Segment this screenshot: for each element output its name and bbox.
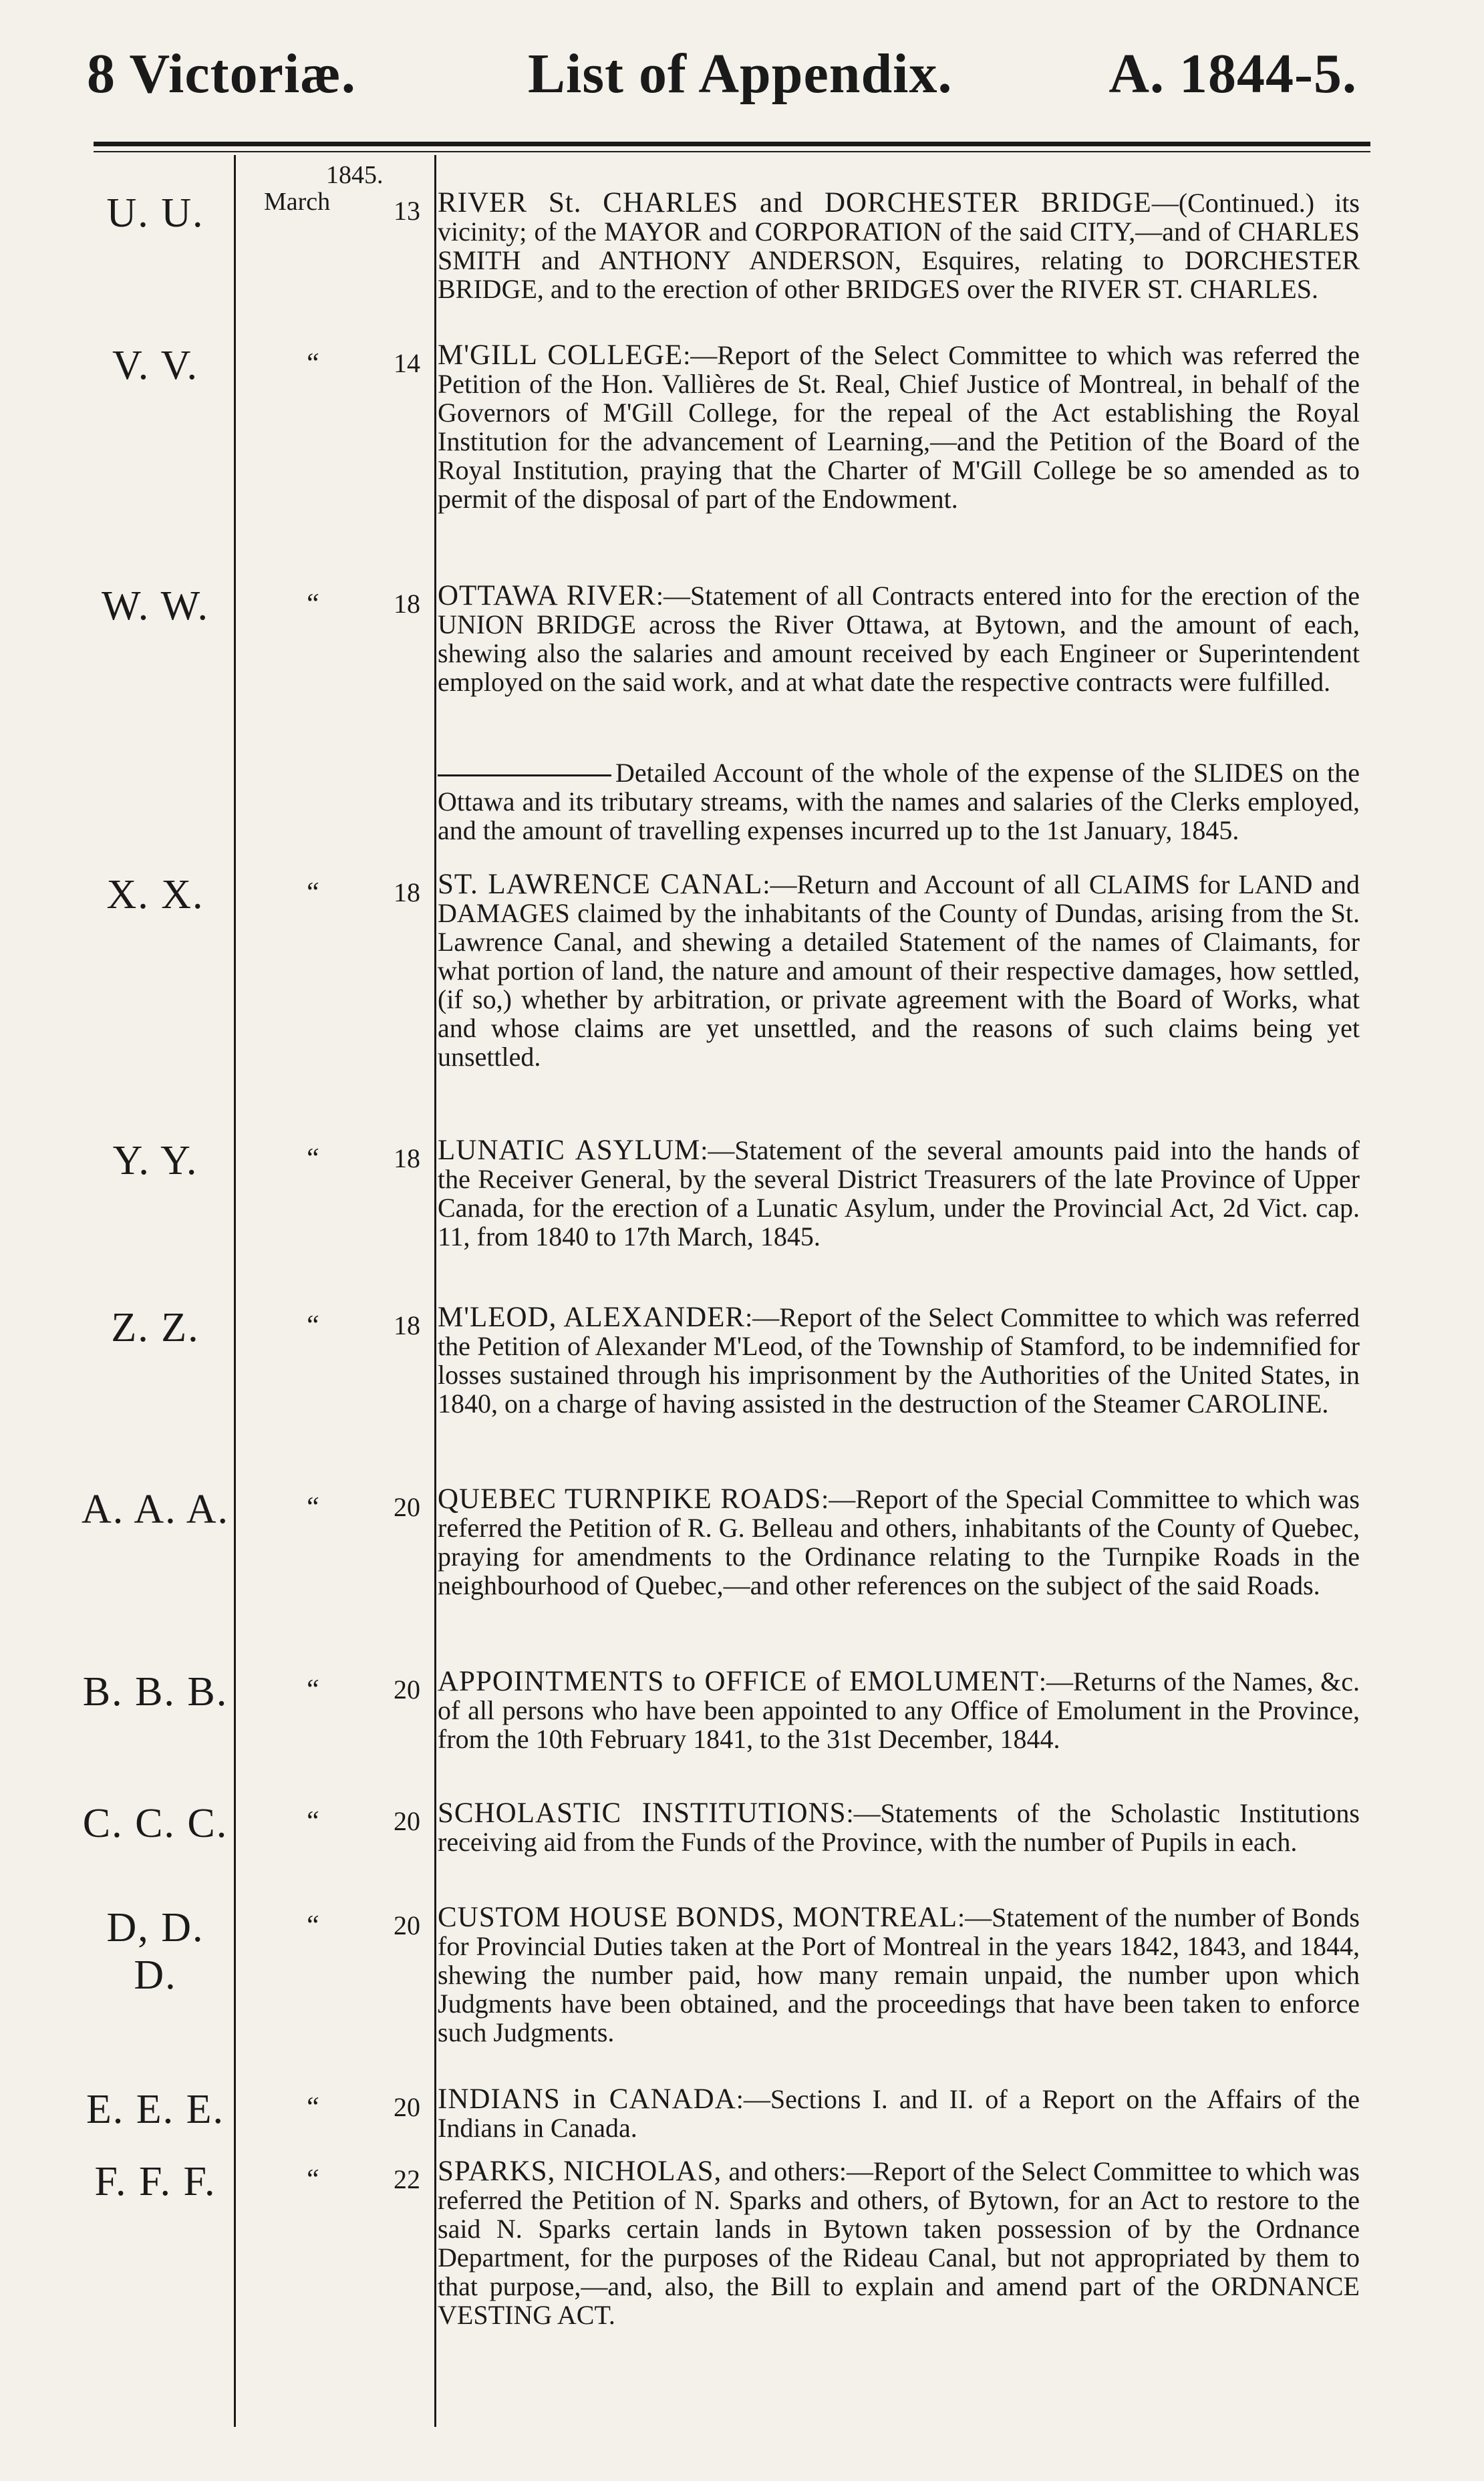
- entry-text: [438, 870, 1360, 1071]
- entry-code: D, D. D.: [106, 1905, 204, 1998]
- entry-title: QUEBEC TURNPIKE ROADS: [438, 1483, 822, 1515]
- entry-title: RIVER St. CHARLES and DORCHESTER BRIDGE: [438, 187, 1152, 218]
- entry-day: 18: [394, 1310, 420, 1340]
- entry-code: X. X.: [106, 872, 204, 917]
- entry-text: [438, 341, 1360, 513]
- entry-day: 20: [394, 1910, 420, 1940]
- entry-day: 20: [394, 1492, 420, 1522]
- entry-body: :—Statements of the Scholastic Institutions receiving aid from the Funds of the Province, with the number of Pupils in each.: [438, 1798, 1360, 1857]
- header-year: A. 1844-5.: [1108, 43, 1357, 105]
- entry-code: F. F. F.: [94, 2159, 216, 2204]
- entry-code: E. E. E.: [86, 2087, 225, 2132]
- entry-title: ST. LAWRENCE CANAL: [438, 869, 763, 900]
- entry-code: B. B. B.: [82, 1669, 229, 1715]
- entry-text: [438, 1136, 1360, 1251]
- entry-title: M'GILL COLLEGE: [438, 339, 684, 371]
- entry-code: W. W.: [101, 583, 210, 629]
- ditto-mark: “: [304, 1310, 320, 1341]
- entry-title: SPARKS, NICHOLAS,: [438, 2156, 722, 2187]
- column-divider: [434, 155, 436, 2427]
- ditto-mark: “: [304, 1806, 320, 1837]
- ditto-mark: “: [304, 1492, 320, 1523]
- entry-subitem: [438, 758, 1360, 845]
- ditto-mark: “: [304, 2092, 320, 2123]
- column-divider: [234, 155, 236, 2427]
- entry-title: SCHOLASTIC INSTITUTIONS: [438, 1797, 847, 1829]
- entry-body: :—Returns of the Names, &c. of all persons who have been appointed to any Office of Emolument in the Province, from the 10th February 1841, to the 31st December, 1844.: [438, 1666, 1360, 1754]
- ditto-mark: “: [304, 589, 320, 619]
- entry-code: Z. Z.: [111, 1305, 200, 1350]
- entry-body: :—Statement of the number of Bonds for Provincial Duties taken at the Port of Montreal in the years 1842, 1843, and 1844, shewing the number paid, how many remain unpaid, the number upon which Judgments have been obtained, and the proceedings that have been taken to enforce such Judgments.: [438, 1902, 1360, 2047]
- entry-text: [438, 1667, 1360, 1753]
- entry-title: APPOINTMENTS to OFFICE of EMOLUMENT: [438, 1666, 1039, 1697]
- ditto-mark: “: [304, 1674, 320, 1705]
- entry-code: C. C. C.: [82, 1801, 229, 1846]
- entry-text: [438, 1799, 1360, 1856]
- entry-day: 13: [394, 196, 420, 226]
- entry-day: 20: [394, 2092, 420, 2122]
- entry-day: 20: [394, 1806, 420, 1836]
- entry-body: :—Report of the Select Committee to which was referred the Petition of Alexander M'Leod, of the Township of Stamford, to be indemnified for losses sustained through his imprisonment by the Authorities of the United States, in 1840, on a charge of having assisted in the destruction of the Steamer CAROLINE.: [438, 1302, 1360, 1419]
- header-rule: [94, 142, 1370, 146]
- entry-body: —(Continued.) its vicinity; of the MAYOR and CORPORATION of the said CITY,—and of CHARLES SMITH and ANTHONY ANDERSON, Esquires, relating to DORCHESTER BRIDGE, and to the erection of other BRIDGES over the RIVER ST. CHARLES.: [438, 188, 1360, 304]
- entry-text: [438, 2085, 1360, 2142]
- entry-text: [438, 1903, 1360, 2047]
- entry-text: [438, 1485, 1360, 1600]
- entry-title: OTTAWA RIVER: [438, 580, 656, 611]
- entry-body: :—Return and Account of all CLAIMS for LAND and DAMAGES claimed by the inhabitants of the County of Dundas, arising from the St. Lawrence Canal, and shewing a detailed Statement of the names of Claimants, for what portion of land, the nature and amount of their respective damages, how settled, (if so,) whether by arbitration, or private agreement with the Board of Works, what and whose claims are yet unsettled, and the reasons of such claims being yet unsettled.: [438, 869, 1360, 1072]
- entry-title: CUSTOM HOUSE BONDS, MONTREAL: [438, 1902, 957, 1933]
- entry-body: :—Statement of the several amounts paid into the hands of the Receiver General, by the several District Treasurers of the late Province of Upper Canada, for the erection of a Lunatic Asylum, under the Provincial Act, 2d Vict. cap. 11, from 1840 to 17th March, 1845.: [438, 1135, 1360, 1252]
- entry-day: 22: [394, 2164, 420, 2194]
- header-title: List of Appendix.: [528, 43, 953, 105]
- ditto-mark: “: [304, 1143, 320, 1174]
- entry-body: :—Report of the Special Committee to which was referred the Petition of R. G. Belleau and others, inhabitants of the County of Quebec, praying for amendments to the Ordinance relating to the Turnpike Roads in the neighbourhood of Quebec,—and other references on the subject of the said Roads.: [438, 1484, 1360, 1600]
- dash-rule: [438, 774, 611, 776]
- entry-subtext: Detailed Account of the whole of the expense of the SLIDES on the Ottawa and its tributary streams, with the names and salaries of the Clerks employed, and the amount of travelling expenses incurred up to the 1st January, 1845.: [438, 758, 1360, 845]
- ditto-mark: “: [304, 1910, 320, 1941]
- entry-title: M'LEOD, ALEXANDER: [438, 1302, 746, 1333]
- ditto-mark: “: [304, 877, 320, 908]
- entry-code: Y. Y.: [112, 1138, 198, 1183]
- ditto-mark: “: [304, 2164, 320, 2195]
- header-rule-thin: [94, 151, 1370, 152]
- entry-body: :—Sections I. and II. of a Report on the Affairs of the Indians in Canada.: [438, 2084, 1360, 2143]
- entry-day: 14: [394, 348, 420, 378]
- entry-day: 20: [394, 1674, 420, 1705]
- year-heading: 1845.: [326, 161, 384, 189]
- entry-code: V. V.: [112, 343, 198, 388]
- entry-day: 18: [394, 1143, 420, 1173]
- entry-body: :—Report of the Select Committee to which was referred the Petition of the Hon. Vallières de St. Real, Chief Justice of Montreal, in behalf of the Governors of M'Gill College, for the repeal of the Act establishing the Royal Institution for the advancement of Learning,—and the Petition of the Board of the Royal Institution, praying that the Charter of M'Gill College be so amended as to permit of the disposal of part of the Endowment.: [438, 340, 1360, 514]
- entry-day: 18: [394, 589, 420, 619]
- entry-title: INDIANS in CANADA: [438, 2083, 736, 2115]
- entry-code: A. A. A.: [82, 1487, 229, 1532]
- entry-body: :—Statement of all Contracts entered into for the erection of the UNION BRIDGE across the River Ottawa, at Bytown, and the amount of each, shewing also the salaries and amount received by each Engineer or Superintendent employed on the said work, and at what date the respective contracts were fulfilled.: [438, 581, 1360, 697]
- entry-text: [438, 2157, 1360, 2329]
- entry-title: LUNATIC ASYLUM: [438, 1135, 701, 1166]
- entry-day: 18: [394, 877, 420, 907]
- entry-text: [438, 1303, 1360, 1418]
- month-heading: March: [264, 188, 331, 216]
- entry-body: and others:—Report of the Select Committee to which was referred the Petition of N. Sparks and others, of Bytown, for an Act to restore to the said N. Sparks certain lands in Bytown taken possession of by the Ordnance Department, for the purposes of the Rideau Canal, but not appropriated by them to that purpose,—and, also, the Bill to explain and amend part of the ORDNANCE VESTING ACT.: [438, 2156, 1360, 2330]
- entry-code: U. U.: [106, 190, 204, 236]
- ditto-mark: “: [304, 348, 320, 379]
- header-session: 8 Victoriæ.: [87, 43, 356, 105]
- entry-text: [438, 581, 1360, 696]
- entry-text: [438, 188, 1360, 303]
